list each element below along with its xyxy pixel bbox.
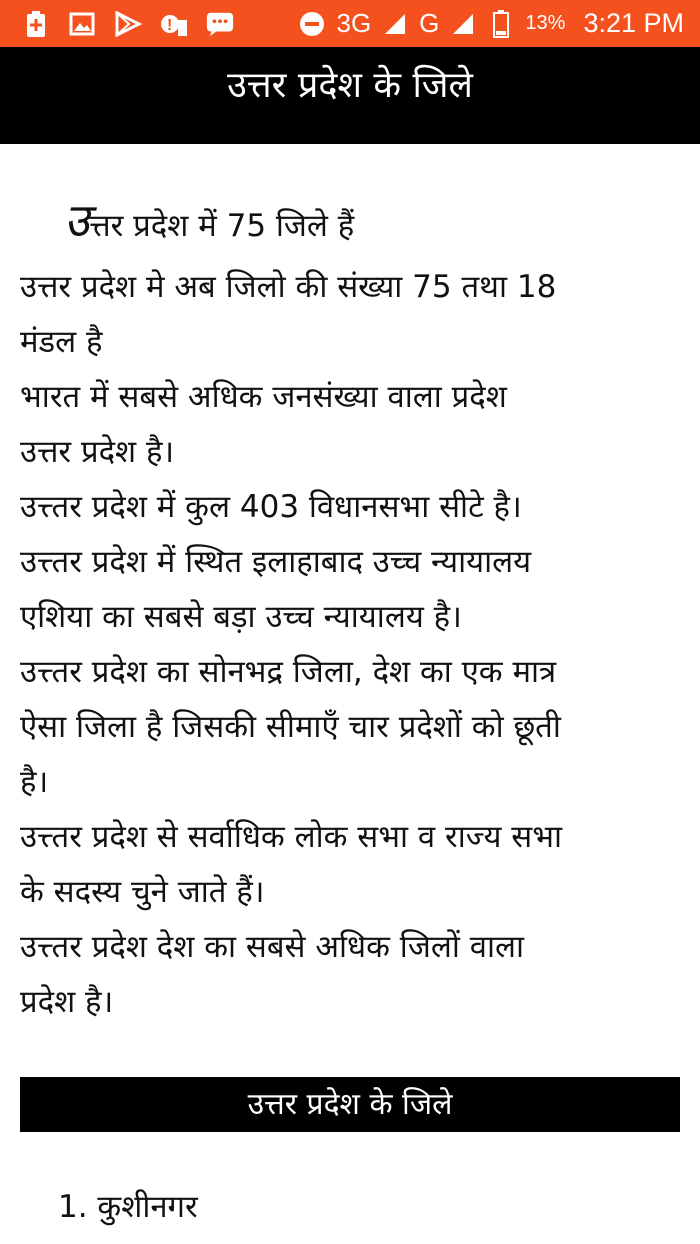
- dropcap-letter: उ: [64, 193, 90, 247]
- message-icon: [206, 10, 234, 38]
- do-not-disturb-icon: [298, 10, 326, 38]
- article-line: है।: [20, 764, 49, 800]
- article-line: उत्त्तर प्रदेश से सर्वाधिक लोक सभा व राज्य सभा: [20, 819, 563, 855]
- article-heading: [20, 180, 680, 260]
- article-line: उत्त्तर प्रदेश में कुल 403 विधानसभा सीटे है।: [20, 489, 522, 525]
- article-line: भारत में सबसे अधिक जनसंख्या वाला प्रदेश: [20, 379, 507, 415]
- article-line: उत्त्तर प्रदेश देश का सबसे अधिक जिलों वाला: [20, 929, 525, 965]
- article-line: उत्तर प्रदेश मे अब जिलो की संख्या 75 तथा 18: [20, 269, 557, 305]
- article-line: के सदस्य चुने जाते हैं।: [20, 874, 265, 910]
- heading-text: त्तर प्रदेश में 75 जिले हैं: [89, 208, 355, 244]
- page-title: उत्तर प्रदेश के जिले: [227, 65, 473, 106]
- article-line: उत्त्तर प्रदेश का सोनभद्र जिला, देश का एक मात्र: [20, 654, 557, 690]
- district-list: [58, 1185, 198, 1227]
- signal-icon: [449, 10, 477, 38]
- list-item[interactable]: 1. कुशीनगर: [58, 1189, 198, 1225]
- network-3g-label: 3G: [336, 8, 372, 38]
- battery-saver-icon: [22, 10, 50, 38]
- clock: 3:21 PM: [583, 8, 684, 38]
- section-title: उत्तर प्रदेश के जिले: [247, 1087, 453, 1122]
- article-line: उत्तर प्रदेश है।: [20, 434, 175, 470]
- article-content: [20, 180, 680, 1030]
- battery-percentage: 13%: [525, 12, 566, 34]
- svg-text:!: !: [167, 16, 173, 34]
- gallery-icon: [68, 10, 96, 38]
- battery-icon: [487, 10, 515, 38]
- article-line: ऐसा जिला है जिसकी सीमाएँ चार प्रदेशों को छूती: [20, 709, 561, 745]
- signal-icon: [381, 10, 409, 38]
- article-line: एशिया का सबसे बड़ा उच्च न्यायालय है।: [20, 599, 462, 635]
- section-header: [20, 1077, 680, 1132]
- article-line: उत्त्तर प्रदेश में स्थित इलाहाबाद उच्च न्यायालय: [20, 544, 532, 580]
- article-line: प्रदेश है।: [20, 984, 114, 1020]
- notification-icon: [160, 10, 188, 38]
- network-g-label: G: [419, 8, 440, 38]
- article-line: मंडल है: [20, 324, 103, 360]
- play-store-icon: [114, 10, 142, 38]
- article-body: [20, 260, 680, 1030]
- app-bar: [0, 47, 700, 144]
- status-bar: [0, 0, 700, 47]
